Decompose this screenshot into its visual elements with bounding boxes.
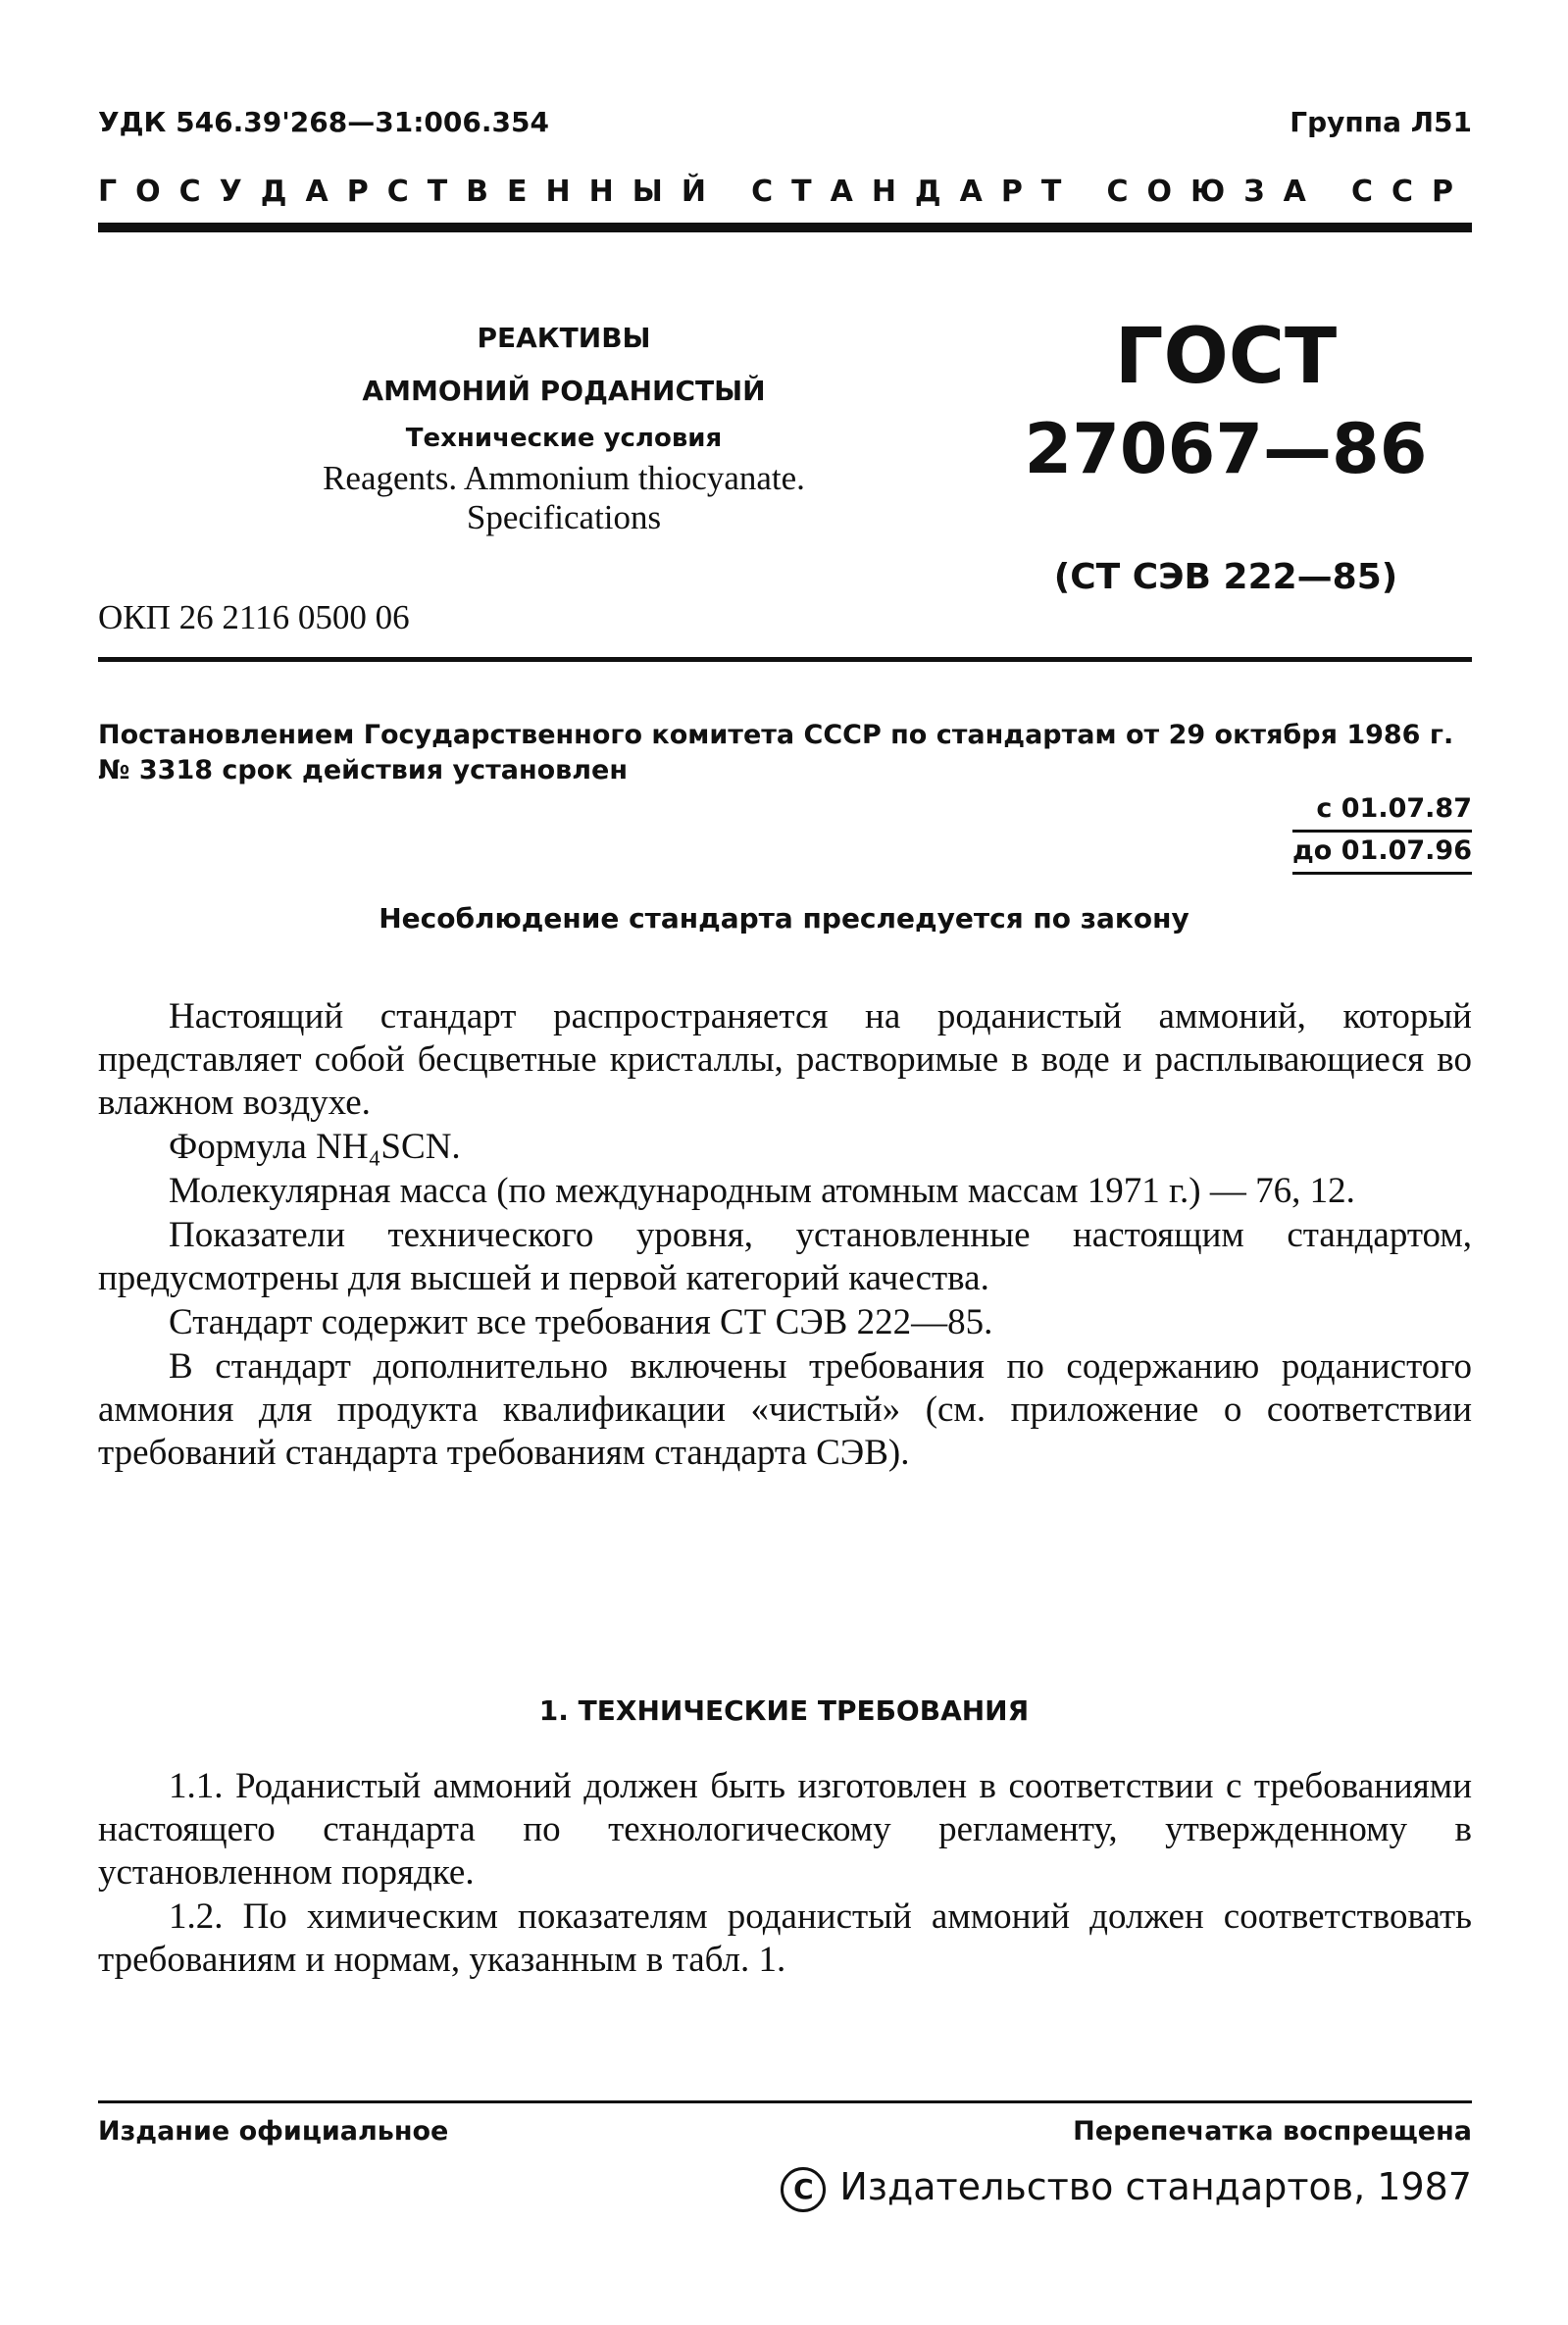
valid-from: с 01.07.87 [1292,790,1472,833]
intro-paragraph: Стандарт содержит все требования СТ СЭВ 222—85. [169,1302,993,1342]
validity-dates [1292,790,1472,875]
title-line-product: АММОНИЙ РОДАНИСТЫЙ [362,375,766,407]
copyright-icon: C [781,2167,826,2212]
intro-paragraph: Настоящий стандарт распространяется на роданистый аммоний, который представляет собой бесцветные кристаллы, растворимые в воде и расплывающиеся во влажном воздухе. [98,996,1472,1123]
cmea-reference: (СТ СЭВ 222—85) [1053,557,1398,597]
intro-paragraph: Показатели технического уровня, установленные настоящим стандартом, предусмотрены для высшей и первой категорий качества. [98,1215,1472,1298]
section-title: 1. ТЕХНИЧЕСКИЕ ТРЕБОВАНИЯ [538,1694,1030,1727]
udc-code: УДК 546.39'268—31:006.354 [98,106,549,138]
intro-text [98,995,1472,1476]
reprint-note: Перепечатка воспрещена [1073,2116,1472,2147]
title-line-reagents: РЕАКТИВЫ [477,322,651,354]
state-standard-word: СТАНДАРТ [751,175,1081,209]
publisher-name: Издательство стандартов, 1987 [839,2165,1472,2208]
publisher-line [781,2165,1472,2212]
group-code: Группа Л51 [1290,106,1472,138]
section-paragraph: 1.1. Роданистый аммоний должен быть изготовлен в соответствии с требованиями настоящего стандарта по технологическому регламенту, утвержденному в установленном порядке. [98,1766,1472,1893]
intro-paragraph: Молекулярная масса (по международным атомным массам 1971 г.) — 76, 12. [169,1171,1355,1211]
edition-note: Издание официальное [98,2116,449,2147]
resolution-text: Постановлением Государственного комитета СССР по стандартам от 29 октября 1986 г. № 3318 срок действия установлен [98,720,1454,785]
intro-paragraph: Формула NH₄SCN. [169,1127,461,1167]
gost-number: 27067—86 [1024,409,1428,489]
state-standard-heading [98,175,1472,209]
title-block [245,312,883,537]
english-title-line: Specifications [466,498,662,536]
title-line-conditions: Технические условия [405,424,723,453]
middle-rule [98,657,1472,662]
okp-code: ОКП 26 2116 0500 06 [98,598,410,636]
gost-block [981,312,1471,597]
section-paragraph: 1.2. По химическим показателям роданистый аммоний должен соответствовать требованиям и нормам, указанным в табл. 1. [98,1896,1472,1980]
state-standard-word: ГОСУДАРСТВЕННЫЙ [98,175,725,209]
valid-to: до 01.07.96 [1292,833,1472,875]
violation-notice: Несоблюдение стандарта преследуется по закону [379,902,1189,935]
gost-label: ГОСТ [1114,313,1338,401]
state-standard-word: ССР [1350,175,1472,209]
bottom-rule [98,2100,1472,2103]
intro-paragraph: В стандарт дополнительно включены требования по содержанию роданистого аммония для продукта квалификации «чистый» (см. приложение о соответствии требований стандарта требованиям стандарта СЭВ). [98,1346,1472,1473]
top-rule [98,223,1472,232]
english-title-line: Reagents. Ammonium thiocyanate. [323,459,805,497]
state-standard-word: СОЮЗА [1106,175,1325,209]
section-text [98,1765,1472,1983]
